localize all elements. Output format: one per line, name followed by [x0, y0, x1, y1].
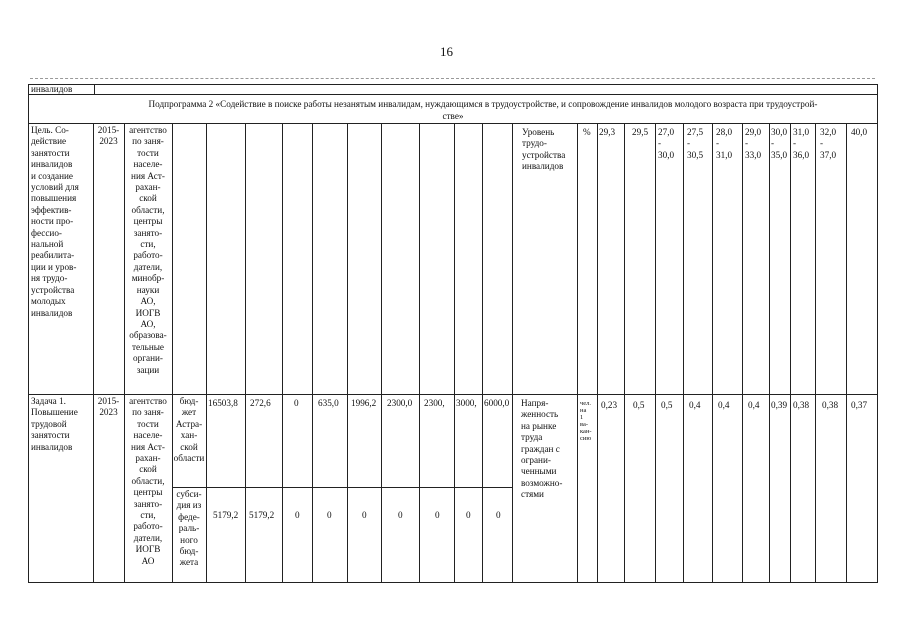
- task-years: 2015- 2023: [97, 396, 120, 418]
- subprogram-title: Подпрограмма 2 «Содействие в поиске работы незанятым инвалидам, нуждающимся в трудоустройстве, и сопровождение инвалидов молодого возраста при трудоустрой-: [148, 99, 818, 109]
- task-indicator: Напря- женность на рынке труда граждан с ограни- ченными возможно- стями: [521, 398, 563, 500]
- task-value-2016: 0,5: [633, 400, 645, 410]
- goal-value-2017: 27,0 - 30,0: [658, 127, 675, 160]
- regional-2019: 2300,0: [387, 398, 413, 408]
- task-value-2015: 0,23: [601, 400, 618, 410]
- federal-2018: 0: [362, 510, 367, 520]
- goal-value-2021: 30,0 - 35,0: [771, 127, 788, 160]
- goal-value-2023: 32,0 - 37,0: [820, 127, 837, 160]
- goal-value-2020: 29,0 - 33,0: [745, 127, 762, 160]
- task-value-target: 0,37: [851, 400, 868, 410]
- goal-name: Цель. Со- действие занятости инвалидов и создание условий для повышения эффектив- ности про- фессио- нальной реабилита- ции и уров- ня трудо- устройства молодых инвалидов: [31, 125, 79, 318]
- task-value-2019: 0,4: [718, 400, 730, 410]
- task-name: Задача 1. Повышение трудовой занятости инвалидов: [31, 396, 78, 452]
- federal-2016: 0: [295, 510, 300, 520]
- task-executor: агентство по заня- тости населе- ния Аст- рахан- ской области, центры занято- сти, работо- датели, ИОГВ АО: [129, 396, 167, 566]
- page-number: 16: [440, 44, 453, 59]
- federal-2021: 0: [466, 510, 471, 520]
- task-value-2023: 0,38: [822, 400, 839, 410]
- task-value-2018: 0,4: [689, 400, 701, 410]
- goal-value-2018: 27,5 - 30,5: [687, 127, 704, 160]
- federal-2019: 0: [398, 510, 403, 520]
- regional-2015: 272,6: [250, 398, 271, 408]
- task-unit: чел. на 1 ва- кан- сию: [580, 400, 592, 442]
- top-row-text: инвалидов: [31, 84, 73, 94]
- task-source-federal: субси- дия из феде- раль- ного бюд- жета: [176, 489, 202, 568]
- regional-2022: 6000,0: [484, 398, 510, 408]
- goal-indicator: Уровень трудо- устройства инвалидов: [522, 127, 566, 172]
- goal-unit: %: [583, 127, 591, 137]
- federal-total: 5179,2: [213, 510, 239, 520]
- goal-value-target: 40,0: [851, 127, 868, 137]
- task-source-regional: бюд- жет Астра- хан- ской области: [173, 396, 205, 464]
- regional-total: 16503,8: [208, 398, 238, 408]
- task-value-2022: 0,38: [793, 400, 810, 410]
- subprogram-title-cont: стве»: [442, 111, 464, 121]
- federal-2020: 0: [435, 510, 440, 520]
- task-value-2020: 0,4: [748, 400, 760, 410]
- federal-2022: 0: [496, 510, 501, 520]
- federal-2017: 0: [327, 510, 332, 520]
- goal-value-2016: 29,5: [632, 127, 649, 137]
- regional-2021: 3000,: [456, 398, 477, 408]
- regional-2016: 0: [294, 398, 299, 408]
- regional-2018: 1996,2: [351, 398, 377, 408]
- goal-value-2019: 28,0 - 31,0: [716, 127, 733, 160]
- goal-years: 2015- 2023: [97, 125, 120, 147]
- regional-2017: 635,0: [318, 398, 339, 408]
- regional-2020: 2300,: [424, 398, 445, 408]
- federal-2015: 5179,2: [249, 510, 275, 520]
- task-value-2017: 0,5: [661, 400, 673, 410]
- goal-value-2022: 31,0 - 36,0: [793, 127, 810, 160]
- goal-value-2015: 29,3: [599, 127, 616, 137]
- goal-executor: агентство по заня- тости населе- ния Аст- рахан- ской области, центры занято- сти, работо- датели, минобр- науки АО, ИОГВ АО, образова- тельные органи- зации: [129, 125, 167, 375]
- task-value-2021: 0,39: [771, 400, 788, 410]
